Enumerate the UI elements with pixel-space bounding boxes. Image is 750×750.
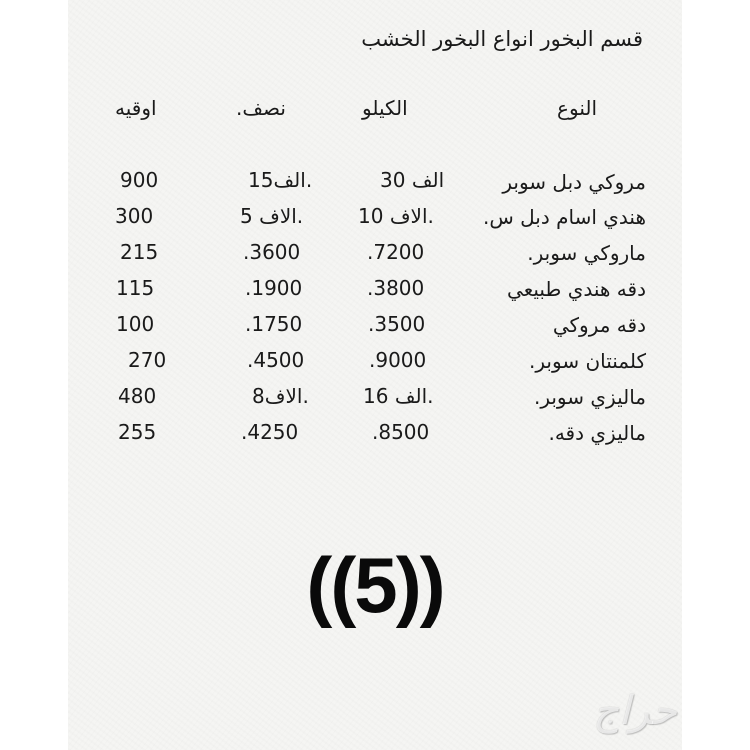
row-ounce: 300 <box>115 204 154 228</box>
row-half: .4500 <box>247 348 305 372</box>
row-half: .1900 <box>245 276 303 300</box>
row-ounce: 115 <box>116 276 155 300</box>
haraj-watermark: حراج <box>593 688 677 734</box>
row-kilo: .3800 <box>367 276 425 300</box>
row-half: 15الف. <box>248 168 313 192</box>
header-ounce: اوقيه <box>115 96 157 120</box>
row-name: دقه هندي طبيعي <box>507 277 646 301</box>
row-kilo: .7200 <box>367 240 425 264</box>
row-ounce: 215 <box>120 240 159 264</box>
header-type: النوع <box>557 96 597 120</box>
row-half: 8الاف. <box>252 384 309 408</box>
row-ounce: 100 <box>116 312 155 336</box>
row-half: .4250 <box>241 420 299 444</box>
row-name: ماليزي دقه. <box>548 421 646 445</box>
header-kilo: الكيلو <box>362 96 408 120</box>
row-half: .1750 <box>245 312 303 336</box>
row-kilo: .3500 <box>368 312 426 336</box>
header-half: نصف. <box>236 96 286 120</box>
row-kilo: 10 الاف. <box>358 204 434 228</box>
row-kilo: .8500 <box>372 420 430 444</box>
row-ounce: 255 <box>118 420 157 444</box>
row-half: .3600 <box>243 240 301 264</box>
page-title: قسم البخور انواع البخور الخشب <box>361 27 643 51</box>
row-name: ماليزي سوبر. <box>533 385 646 409</box>
row-kilo: .9000 <box>369 348 427 372</box>
row-half: 5 الاف. <box>240 204 304 228</box>
row-kilo: 16 الف. <box>363 384 434 408</box>
row-ounce: 480 <box>118 384 157 408</box>
row-ounce: 270 <box>128 348 167 372</box>
row-name: كلمنتان سوبر. <box>529 349 646 373</box>
row-name: هندي اسام دبل س. <box>483 205 646 229</box>
row-name: دقه مروكي <box>552 313 646 337</box>
page-number: ((5)) <box>306 541 444 629</box>
row-kilo: 30 الف <box>380 168 445 192</box>
row-name: ماروكي سوبر. <box>527 241 646 265</box>
row-name: مروكي دبل سوبر <box>502 170 646 194</box>
row-ounce: 900 <box>120 168 159 192</box>
